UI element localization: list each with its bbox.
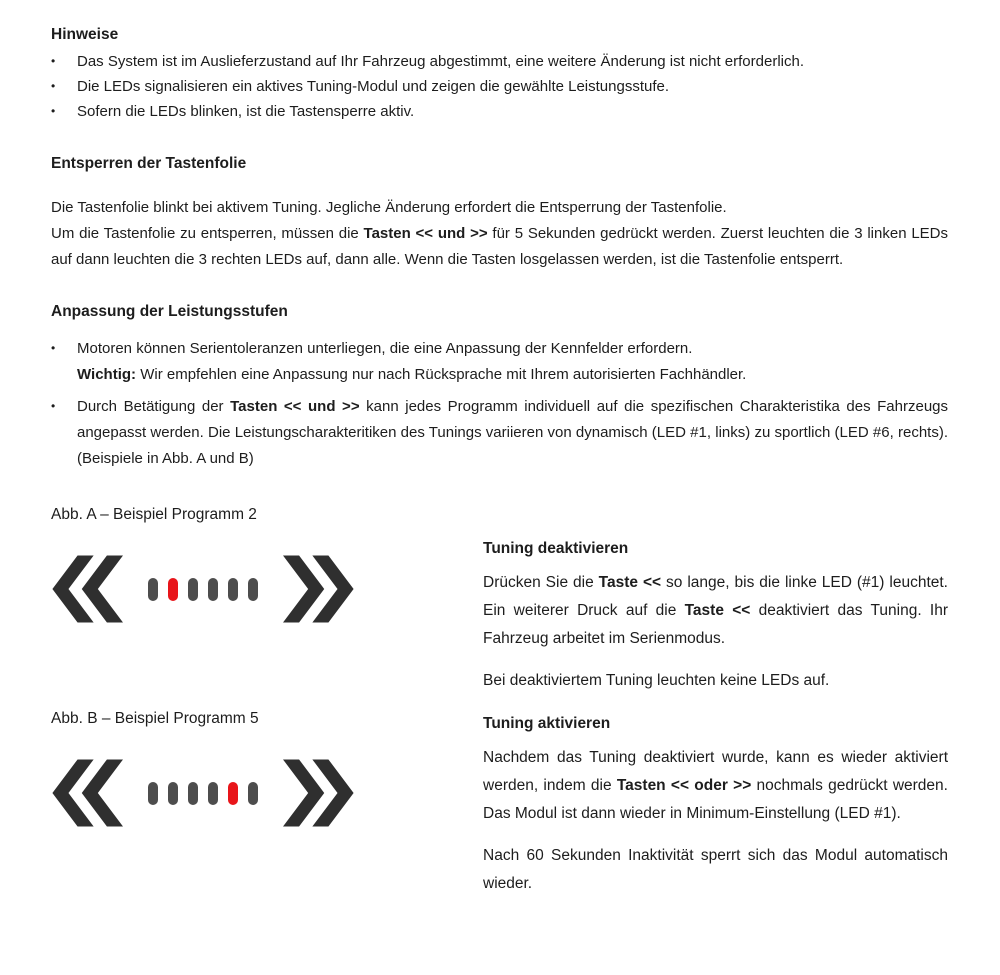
led-off: [208, 782, 218, 805]
figure-a-led-display: [51, 551, 483, 627]
tuning-deaktivieren-note: Bei deaktiviertem Tuning leuchten keine LEDs auf.: [483, 672, 830, 689]
led-off: [148, 782, 158, 805]
bullet-text: Die LEDs signalisieren ein aktives Tuning-Modul und zeigen die gewählte Leistungsstufe.: [77, 78, 670, 95]
led-on: [228, 782, 238, 805]
bullet-icon: •: [51, 341, 56, 355]
anpassung-title: Anpassung der Leistungsstufen: [51, 303, 288, 320]
tuning-deaktivieren-title: Tuning deaktivieren: [483, 540, 629, 557]
figure-a-caption: Abb. A – Beispiel Programm 2: [51, 506, 257, 523]
led-off: [188, 578, 198, 601]
tuning-deaktivieren-paragraph: Drücken Sie die Taste << so lange, bis die linke LED (#1) leuchtet. Ein weiterer Druck auf die Taste << deaktiviert das Tuning. Ihr Fahrzeug arbeitet im Serienmodus.: [483, 574, 948, 647]
led-strip-b: [148, 782, 258, 805]
figure-b-caption: Abb. B – Beispiel Programm 5: [51, 710, 259, 727]
tuning-aktivieren-title: Tuning aktivieren: [483, 715, 611, 732]
hinweise-bullet-1: [51, 49, 948, 74]
bullet-icon: •: [51, 104, 56, 118]
bullet-icon: •: [51, 54, 56, 68]
chevron-left-icon: [51, 552, 123, 626]
section-hinweise: [51, 22, 948, 124]
led-off: [148, 578, 158, 601]
figures-and-text-columns: [51, 502, 948, 912]
led-off: [248, 782, 258, 805]
led-on: [168, 578, 178, 601]
bullet-icon: •: [51, 399, 56, 413]
hinweise-bullet-2: [51, 74, 948, 99]
anpassung-bullet-2: [51, 394, 948, 472]
tuning-aktivieren-note: Nach 60 Sekunden Inaktivität sperrt sich das Modul automatisch wieder.: [483, 847, 948, 892]
chevron-left-icon: [51, 756, 123, 830]
led-strip-a: [148, 578, 258, 601]
bullet-text: Sofern die LEDs blinken, ist die Tastensperre aktiv.: [77, 103, 415, 120]
figures-column: [51, 502, 483, 912]
led-off: [208, 578, 218, 601]
tuning-text-column: [483, 536, 948, 912]
led-off: [188, 782, 198, 805]
anpassung-bullet-1: [51, 336, 948, 388]
hinweise-title: Hinweise: [51, 26, 119, 43]
bullet-icon: •: [51, 79, 56, 93]
chevron-right-icon: [283, 756, 355, 830]
led-off: [168, 782, 178, 805]
entsperren-paragraph: Die Tastenfolie blinkt bei aktivem Tuning. Jegliche Änderung erfordert die Entsperrung der Tastenfolie. Um die Tastenfolie zu entsperren, müssen die Tasten << und >> für 5 Sekunden gedrückt werden. Zuerst leuchten die 3 linken LEDs auf dann leuchten die 3 rechten LEDs auf, dann alle. Wenn die Tasten losgelassen werden, ist die Tastenfolie entsperrt.: [51, 199, 948, 268]
bullet-text: Durch Betätigung der Tasten << und >> kann jedes Programm individuell auf die spezifischen Charakteristika des Fahrzeugs angepasst werden. Die Leistungscharakteritiken des Tunings variieren von dynamisch (LED #1, links) zu sportlich (LED #6, rechts).(Beispiele in Abb. A und B): [77, 398, 949, 467]
figure-b-led-display: [51, 755, 483, 831]
chevron-right-icon: [283, 552, 355, 626]
tuning-aktivieren-paragraph: Nachdem das Tuning deaktiviert wurde, kann es wieder aktiviert werden, indem die Tasten << oder >> nochmals gedrückt werden. Das Modul ist dann wieder in Minimum-Einstellung (LED #1).: [483, 749, 948, 822]
led-off: [228, 578, 238, 601]
bullet-text: Motoren können Serientoleranzen unterliegen, die eine Anpassung der Kennfelder erfordern. Wichtig: Wir empfehlen eine Anpassung nur nach Rücksprache mit Ihrem autorisierten Fachhändler.: [77, 340, 747, 383]
entsperren-title: Entsperren der Tastenfolie: [51, 155, 247, 172]
hinweise-bullet-3: [51, 99, 948, 124]
section-entsperren: [51, 151, 948, 273]
bullet-text: Das System ist im Auslieferzustand auf Ihr Fahrzeug abgestimmt, eine weitere Änderung ist nicht erforderlich.: [77, 53, 804, 70]
led-off: [248, 578, 258, 601]
section-anpassung: [51, 299, 948, 472]
